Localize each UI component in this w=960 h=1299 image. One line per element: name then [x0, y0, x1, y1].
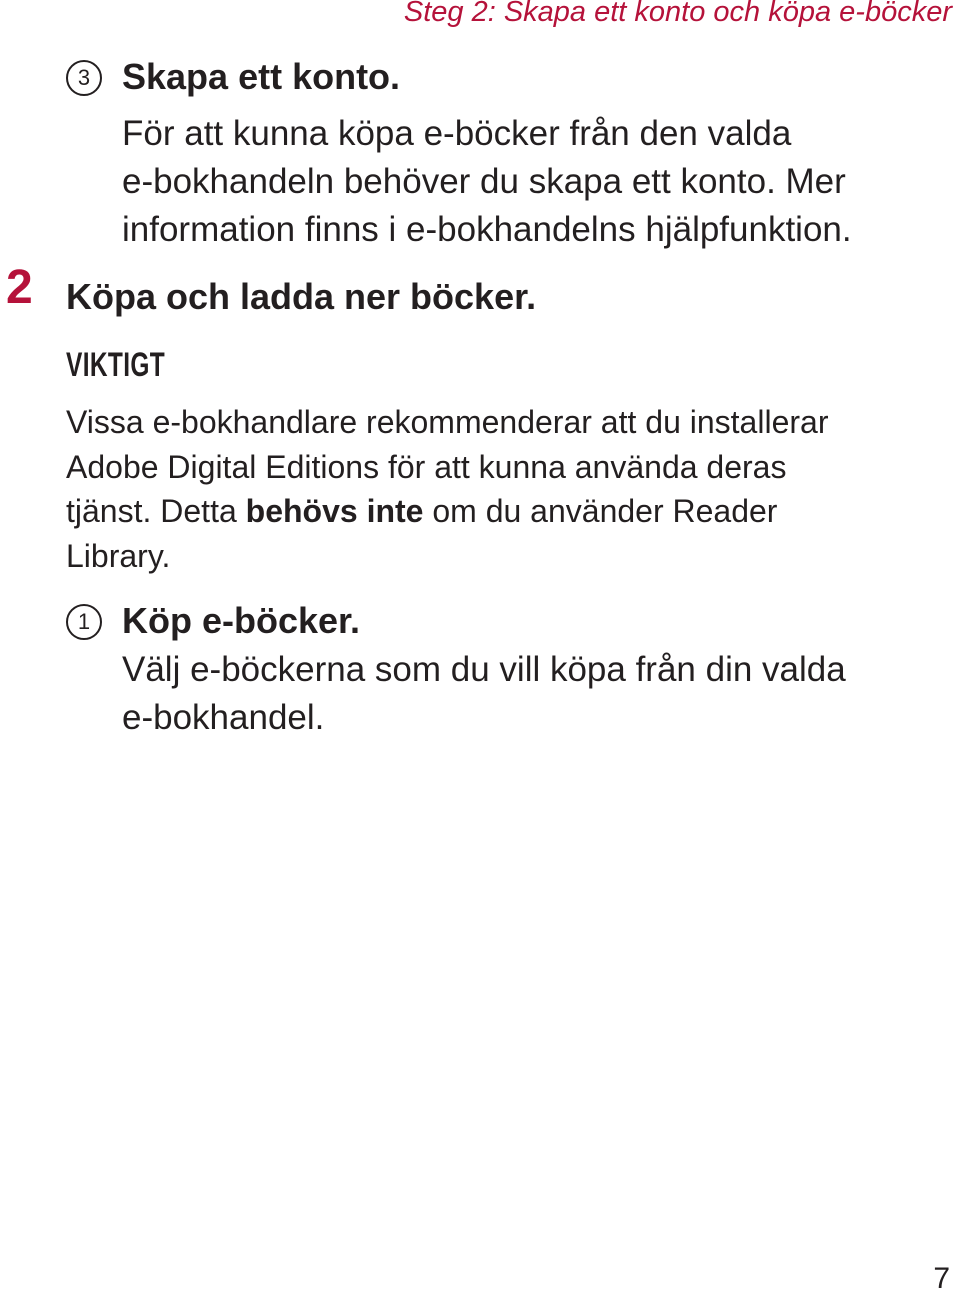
running-header: Steg 2: Skapa ett konto och köpa e-böcker — [403, 0, 952, 28]
page-number: 7 — [933, 1262, 950, 1295]
step-1-body-line: e-bokhandel. — [122, 698, 325, 737]
step-number-circle: 3 — [66, 60, 102, 96]
section-number: 2 — [6, 261, 33, 314]
step-3-body-line: För att kunna köpa e-böcker från den valda — [122, 114, 792, 153]
step-1-title: Köp e-böcker. — [122, 600, 361, 641]
step-3-title: Skapa ett konto. — [122, 56, 401, 97]
step-3-body-line: information finns i e-bokhandelns hjälpfunktion. — [122, 210, 852, 249]
note-line: Vissa e-bokhandlare rekommenderar att du installerar — [66, 404, 829, 440]
important-note — [66, 400, 828, 578]
important-label: VIKTIGT — [66, 346, 166, 384]
note-text: tjänst. Detta — [66, 493, 246, 529]
note-line — [66, 489, 828, 534]
step-3-marker — [66, 60, 102, 96]
step-3-body — [122, 110, 852, 254]
step-3-body-line: e-bokhandeln behöver du skapa ett konto. Mer — [122, 162, 846, 201]
note-emphasis: behövs inte — [245, 493, 424, 529]
step-number-circle: 1 — [66, 604, 102, 640]
section-title: Köpa och ladda ner böcker. — [66, 276, 537, 317]
note-text: om du använder Reader — [423, 493, 778, 529]
step-1-body-line: Välj e-böckerna som du vill köpa från din valda — [122, 650, 846, 689]
note-line: Library. — [66, 537, 171, 574]
note-line: Adobe Digital Editions för att kunna använda deras — [66, 448, 787, 485]
step-1-marker — [66, 604, 102, 640]
step-1-body — [122, 646, 846, 742]
